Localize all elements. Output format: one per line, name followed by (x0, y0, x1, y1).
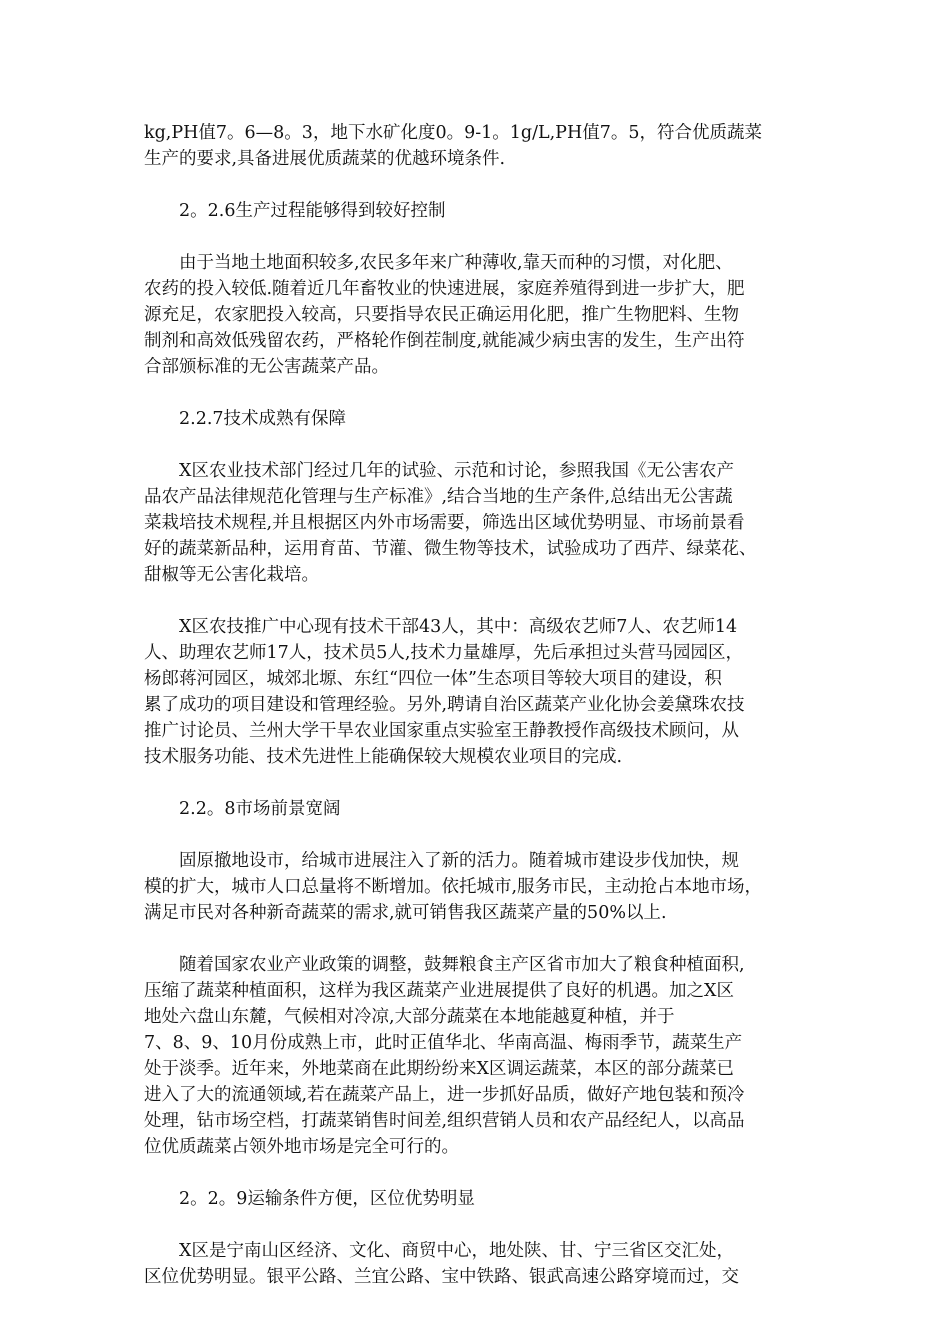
paragraph-line: X区农技推广中心现有技术干部43人，其中：高级农艺师7人、农艺师14 (179, 617, 738, 637)
paragraph-line: 满足市民对各种新奇蔬菜的需求,就可销售我区蔬菜产量的50%以上. (144, 903, 667, 923)
paragraph-line: X区农业技术部门经过几年的试验、示范和讨论，参照我国《无公害农产 (179, 461, 734, 481)
paragraph-line: 农药的投入较低.随着近几年畜牧业的快速进展，家庭养殖得到进一步扩大，肥 (144, 279, 745, 299)
paragraph (144, 458, 806, 588)
paragraph-line: 进入了大的流通领域,若在蔬菜产品上，进一步抓好品质，做好产地包装和预冷 (144, 1085, 745, 1105)
section-heading (144, 198, 806, 224)
paragraph-line: 甜椒等无公害化栽培。 (144, 565, 319, 585)
paragraph-line: 模的扩大，城市人口总量将不断增加。依托城市,服务市民，主动抢占本地市场， (144, 877, 763, 897)
paragraph (144, 120, 806, 172)
heading-text: 2。2.6生产过程能够得到较好控制 (179, 201, 446, 221)
paragraph-line: 人、助理农艺师17人，技术员5人,技术力量雄厚，先后承担过头营马园园区， (144, 643, 743, 663)
paragraph-line: 杨郎蒋河园区，城郊北塬、东红“四位一体”生态项目等较大项目的建设，积 (144, 669, 722, 689)
paragraph-line: 地处六盘山东麓，气候相对冷凉,大部分蔬菜在本地能越夏种植，并于 (144, 1007, 675, 1027)
paragraph-line: 累了成功的项目建设和管理经验。另外,聘请自治区蔬菜产业化协会姜黛珠农技 (144, 695, 745, 715)
section-heading (144, 406, 806, 432)
paragraph-line: 7、8、9、10月份成熟上市，此时正值华北、华南高温、梅雨季节，蔬菜生产 (144, 1033, 743, 1053)
paragraph-line: 压缩了蔬菜种植面积，这样为我区蔬菜产业进展提供了良好的机遇。加之X区 (144, 981, 734, 1001)
paragraph-line: 合部颁标准的无公害蔬菜产品。 (144, 357, 389, 377)
document-page (144, 120, 806, 1316)
paragraph (144, 1238, 806, 1290)
paragraph (144, 250, 806, 380)
paragraph-line: 处于淡季。近年来，外地菜商在此期纷纷来X区调运蔬菜，本区的部分蔬菜已 (144, 1059, 734, 1079)
paragraph (144, 848, 806, 926)
section-heading (144, 796, 806, 822)
paragraph-line: 位优质蔬菜占领外地市场是完全可行的。 (144, 1137, 459, 1157)
paragraph-line: 区位优势明显。银平公路、兰宜公路、宝中铁路、银武高速公路穿境而过，交 (144, 1267, 739, 1287)
paragraph-line: X区是宁南山区经济、文化、商贸中心，地处陕、甘、宁三省区交汇处， (179, 1241, 734, 1261)
paragraph-line: 由于当地土地面积较多,农民多年来广种薄收,靠天而种的习惯，对化肥、 (179, 253, 733, 273)
paragraph-line: 推广讨论员、兰州大学干旱农业国家重点实验室王静教授作高级技术顾问，从 (144, 721, 739, 741)
section-heading (144, 1186, 806, 1212)
paragraph-line: 菜栽培技术规程,并且根据区内外市场需要，筛选出区域优势明显、市场前景看 (144, 513, 745, 533)
paragraph-line: 源充足，农家肥投入较高，只要指导农民正确运用化肥，推广生物肥料、生物 (144, 305, 739, 325)
paragraph (144, 952, 806, 1160)
paragraph-line: 随着国家农业产业政策的调整，鼓舞粮食主产区省市加大了粮食种植面积, (179, 955, 745, 975)
heading-text: 2.2。8市场前景宽阔 (179, 799, 341, 819)
heading-text: 2.2.7技术成熟有保障 (179, 409, 347, 429)
paragraph-line: kg,PH值7。6—8。3，地下水矿化度0。9-1。1g/L,PH值7。5，符合优质蔬菜 (144, 123, 762, 143)
paragraph (144, 614, 806, 770)
paragraph-line: 好的蔬菜新品种，运用育苗、节灌、微生物等技术，试验成功了西芹、绿菜花、 (144, 539, 757, 559)
paragraph-line: 处理，钻市场空档，打蔬菜销售时间差,组织营销人员和农产品经纪人，以高品 (144, 1111, 745, 1131)
paragraph-line: 品农产品法律规范化管理与生产标准》,结合当地的生产条件,总结出无公害蔬 (144, 487, 733, 507)
paragraph-line: 生产的要求,具备进展优质蔬菜的优越环境条件. (144, 149, 506, 169)
paragraph-line: 制剂和高效低残留农药，严格轮作倒茬制度,就能减少病虫害的发生，生产出符 (144, 331, 745, 351)
heading-text: 2。2。9运输条件方便，区位优势明显 (179, 1189, 475, 1209)
paragraph-line: 固原撤地设市，给城市进展注入了新的活力。随着城市建设步伐加快，规 (179, 851, 739, 871)
paragraph-line: 技术服务功能、技术先进性上能确保较大规模农业项目的完成. (144, 747, 623, 767)
